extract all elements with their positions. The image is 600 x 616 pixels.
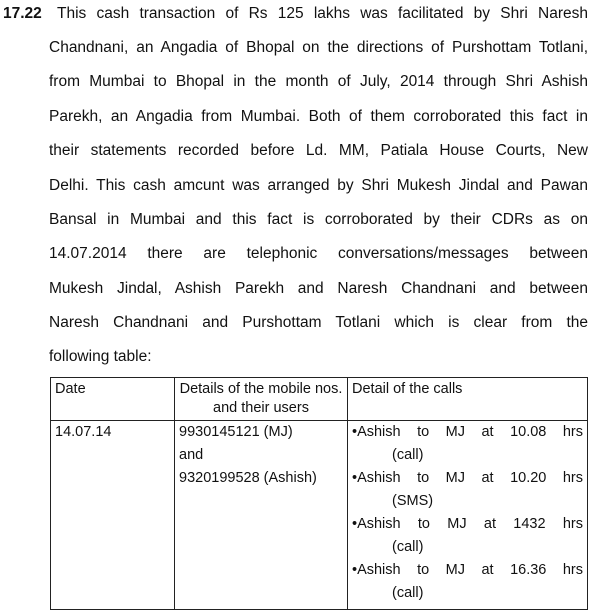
call-entry (352, 467, 583, 513)
call-text: •Ashish to MJ at 1432 hrs (352, 516, 583, 532)
paragraph-line: from Mumbai to Bhopal in the month of July, 2014 through Shri Ashish (49, 73, 588, 90)
table-header-row (51, 378, 588, 421)
call-entry (352, 421, 583, 467)
call-type: (call) (392, 447, 424, 463)
table-row (51, 421, 588, 610)
paragraph-line: Bansal in Mumbai and this fact is corroborated by their CDRs as on (49, 211, 588, 228)
cell-date: 14.07.14 (51, 421, 175, 610)
header-date: Date (51, 378, 175, 421)
call-text: •Ashish to MJ at 10.20 hrs (352, 470, 583, 486)
paragraph-line: Naresh Chandnani and Purshottam Totlani which is clear from the (49, 314, 588, 331)
mobile-number: 9320199528 (Ashish) (179, 470, 317, 486)
call-entry (352, 513, 583, 559)
mobile-number: 9930145121 (MJ) (179, 424, 293, 440)
paragraph-line: Parekh, an Angadia from Mumbai. Both of them corroborated this fact in (49, 108, 588, 125)
paragraph-line: This cash transaction of Rs 125 lakhs was facilitated by Shri Naresh (57, 5, 588, 22)
call-text: •Ashish to MJ at 16.36 hrs (352, 562, 583, 578)
paragraph-line: Chandnani, an Angadia of Bhopal on the directions of Purshottam Totlani, (49, 39, 588, 56)
paragraph-line: 14.07.2014 there are telephonic conversations/messages between (49, 245, 588, 262)
call-text: •Ashish to MJ at 10.08 hrs (352, 424, 583, 440)
cell-mobile-numbers (175, 421, 348, 610)
header-mobile-details: Details of the mobile nos. and their users (175, 378, 348, 421)
paragraph-line: Mukesh Jindal, Ashish Parekh and Naresh Chandnani and between (49, 280, 588, 297)
paragraph-line: following table: (49, 348, 152, 365)
cell-call-details (348, 421, 588, 610)
call-type: (call) (392, 539, 424, 555)
paragraph-number: 17.22 (3, 5, 42, 22)
paragraph-line: Delhi. This cash amcunt was arranged by Shri Mukesh Jindal and Pawan (49, 177, 588, 194)
conjunction: and (179, 447, 204, 463)
call-details-table (50, 377, 588, 610)
header-call-details: Detail of the calls (348, 378, 588, 421)
call-entry (352, 559, 583, 605)
paragraph-line: their statements recorded before Ld. MM, Patiala House Courts, New (49, 142, 588, 159)
call-type: (call) (392, 585, 424, 601)
call-type: (SMS) (392, 493, 434, 509)
